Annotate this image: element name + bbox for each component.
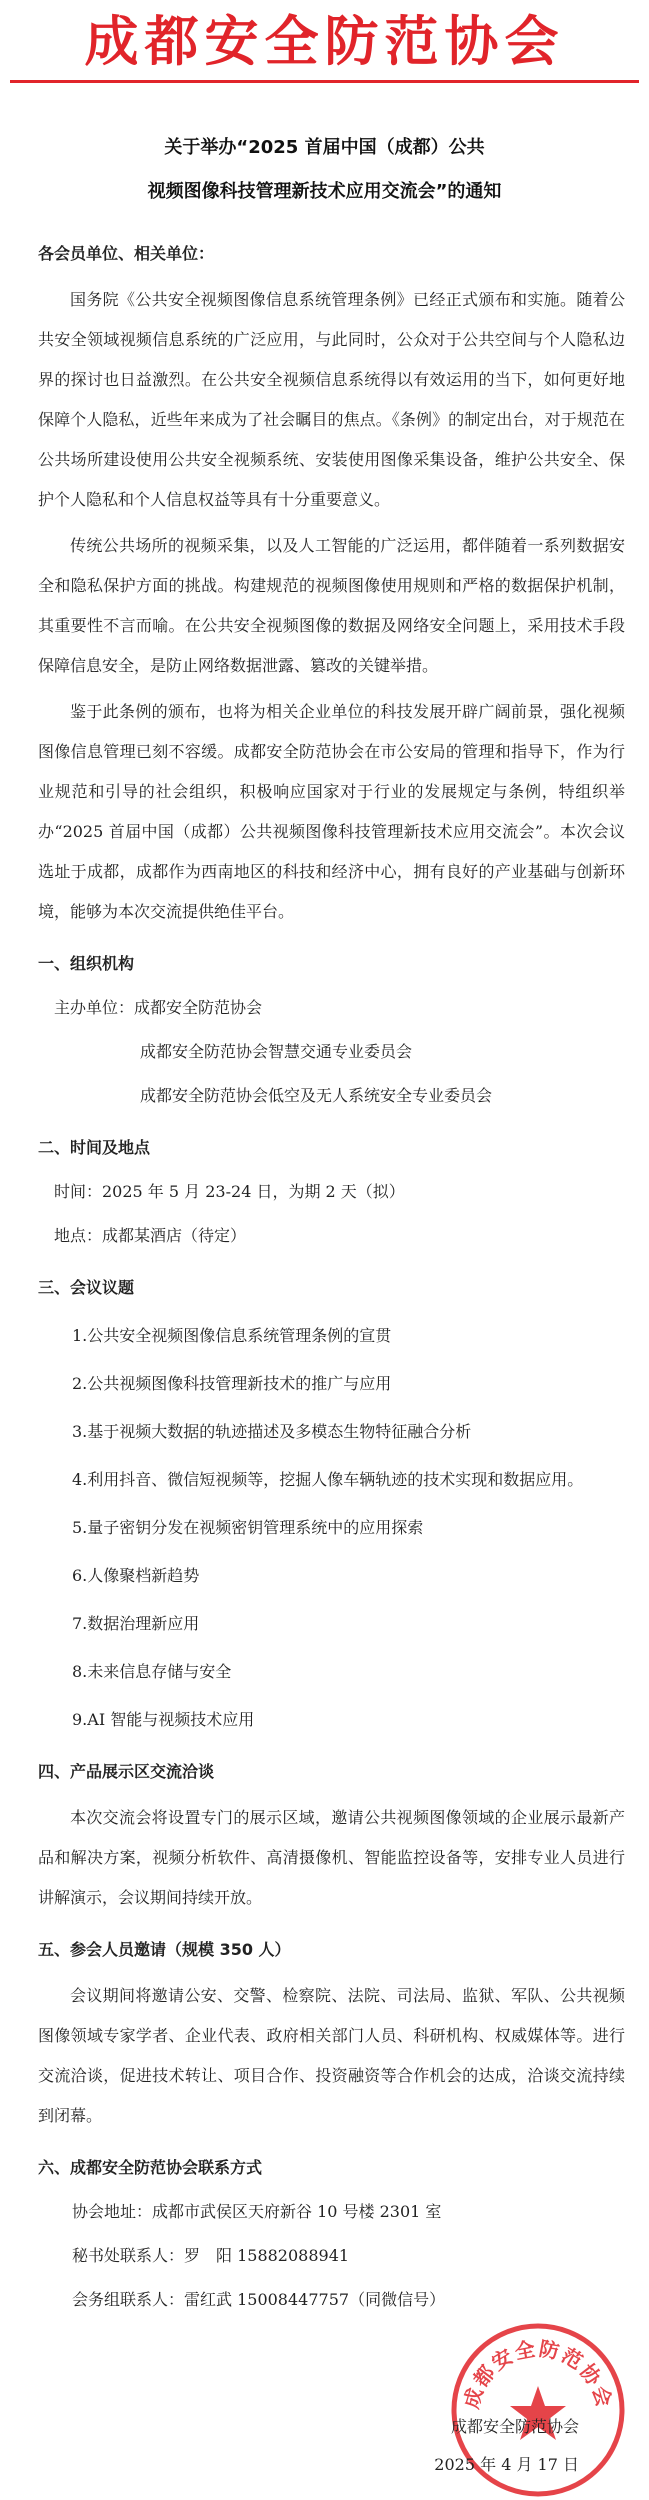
topic-item: 1.公共安全视频图像信息系统管理条例的宣贯: [72, 1326, 392, 1345]
salutation: 各会员单位、相关单位：: [38, 244, 215, 263]
section-heading-time-place: 二、时间及地点: [38, 1138, 151, 1157]
intro-paragraph-1: 国务院《公共安全视频图像信息系统管理条例》已经正式颁布和实施。随着公共安全领域视频信息系统的广泛应用，与此同时，公众对于公共空间与个人隐私边界的探讨也日益激烈。在公共安全视频信息系统得以有效运用的当下，如何更好地保障个人隐私，近些年来成为了社会瞩目的焦点。《条例》的制定出台，对于规范在公共场所建设使用公共安全视频系统、安装使用图像采集设备，维护公共安全、保护个人隐私和个人信息权益等具有十分重要意义。: [38, 290, 625, 509]
topic-item: 5.量子密钥分发在视频密钥管理系统中的应用探索: [72, 1518, 424, 1537]
notice-title-line-1: 关于举办“2025 首届中国（成都）公共: [164, 137, 485, 158]
meeting-time: 时间：2025 年 5 月 23-24 日，为期 2 天（拟）: [54, 1182, 405, 1201]
topic-item: 9.AI 智能与视频技术应用: [72, 1710, 255, 1729]
contact-secretary: 秘书处联系人：罗 阳 15882088941: [72, 2246, 350, 2265]
meeting-place: 地点：成都某酒店（待定）: [54, 1226, 247, 1245]
section-heading-invitation: 五、参会人员邀请（规模 350 人）: [38, 1940, 291, 1959]
intro-paragraph-3: 鉴于此条例的颁布，也将为相关企业单位的科技发展开辟广阔前景，强化视频图像信息管理已刻不容缓。成都安全防范协会在市公安局的管理和指导下，作为行业规范和引导的社会组织，积极响应国家对于行业的发展规定与条例，特组织举办“2025 首届中国（成都）公共视频图像科技管理新技术应用交流会”。本次会议选址于成都，成都作为西南地区的科技和经济中心，拥有良好的产业基础与创新环境，能够为本次交流提供绝佳平台。: [38, 702, 625, 921]
expo-paragraph: 本次交流会将设置专门的展示区域，邀请公共视频图像领域的企业展示最新产品和解决方案，视频分析软件、高清摄像机、智能监控设备等，安排专业人员进行讲解演示，会议期间持续开放。: [38, 1808, 625, 1907]
letterhead-red-rule: [10, 80, 639, 83]
topic-item: 4.利用抖音、微信短视频等，挖掘人像车辆轨迹的技术实现和数据应用。: [72, 1470, 584, 1489]
topic-item: 7.数据治理新应用: [72, 1614, 200, 1633]
notice-title: [0, 126, 649, 214]
host-unit: 主办单位：成都安全防范协会: [54, 998, 263, 1017]
topic-item: 2.公共视频图像科技管理新技术的推广与应用: [72, 1374, 392, 1393]
signature-date: 2025 年 4 月 17 日: [434, 2455, 579, 2474]
co-organizer-traffic: 成都安全防范协会智慧交通专业委员会: [140, 1042, 413, 1061]
invitation-paragraph: 会议期间将邀请公安、交警、检察院、法院、司法局、监狱、军队、公共视频图像领域专家学者、企业代表、政府相关部门人员、科研机构、权威媒体等。进行交流洽谈，促进技术转让、项目合作、投资融资等合作机会的达成，洽谈交流持续到闭幕。: [38, 1986, 625, 2125]
notice-body: [0, 234, 649, 2320]
topic-item: 6.人像聚档新趋势: [72, 1566, 200, 1585]
letterhead: [0, 0, 649, 86]
contact-address: 协会地址：成都市武侯区天府新谷 10 号楼 2301 室: [72, 2202, 442, 2221]
co-organizer-low-altitude: 成都安全防范协会低空及无人系统安全专业委员会: [140, 1086, 493, 1105]
contact-affairs: 会务组联系人：雷红武 15008447757（同微信号）: [72, 2290, 446, 2309]
letterhead-title: 成都安全防范协会: [84, 10, 565, 73]
section-heading-contact: 六、成都安全防范协会联系方式: [38, 2158, 263, 2177]
topic-item: 3.基于视频大数据的轨迹描述及多模态生物特征融合分析: [72, 1422, 472, 1441]
notice-title-line-2: 视频图像科技管理新技术应用交流会”的通知: [147, 181, 502, 202]
intro-paragraph-2: 传统公共场所的视频采集，以及人工智能的广泛运用，都伴随着一系列数据安全和隐私保护方面的挑战。构建规范的视频图像使用规则和严格的数据保护机制，其重要性不言而喻。在公共安全视频图像的数据及网络安全问题上，采用技术手段保障信息安全，是防止网络数据泄露、篡改的关键举措。: [38, 536, 625, 675]
signature-block: [434, 2408, 579, 2484]
section-heading-topics: 三、会议议题: [38, 1278, 135, 1297]
section-heading-organization: 一、组织机构: [38, 954, 135, 973]
signature-org: 成都安全防范协会: [450, 2417, 579, 2436]
seal-text: 成都安全防范协会: [459, 2336, 617, 2412]
topic-item: 8.未来信息存储与安全: [72, 1662, 232, 1681]
section-heading-expo: 四、产品展示区交流洽谈: [38, 1762, 215, 1781]
